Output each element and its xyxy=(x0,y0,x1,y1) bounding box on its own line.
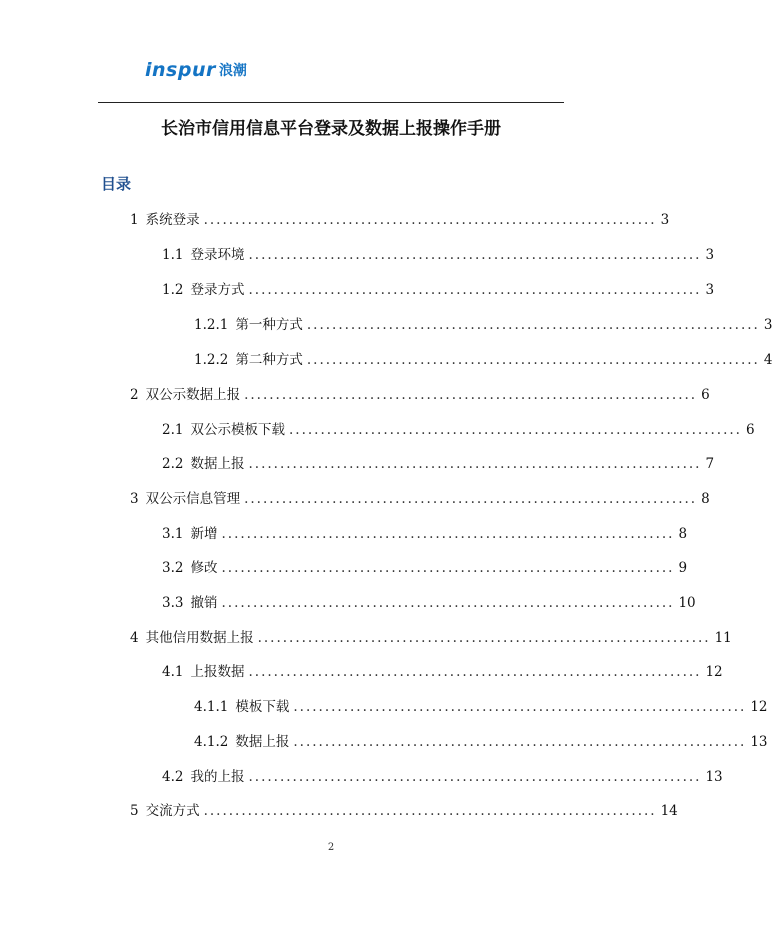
toc-entry[interactable] xyxy=(194,695,768,715)
toc-entry[interactable] xyxy=(162,660,723,680)
toc-entry-label: 系统登录 xyxy=(145,212,200,228)
toc-entry-number: 1 xyxy=(130,212,139,228)
toc-leader-dots: ........................................................................ xyxy=(244,491,698,507)
toc-entry[interactable] xyxy=(194,313,772,333)
toc-entry[interactable] xyxy=(162,278,715,298)
toc-entry-label: 上报数据 xyxy=(190,664,245,680)
toc-leader-dots: ........................................................................ xyxy=(248,282,702,298)
toc-leader-dots: ........................................................................ xyxy=(221,526,675,542)
toc-entry-page: 3 xyxy=(763,317,772,333)
logo-text-cn: 浪潮 xyxy=(218,63,247,79)
toc-entry-number: 3.3 xyxy=(162,595,184,611)
toc-entry-label: 数据上报 xyxy=(235,734,290,750)
document-title: 长治市信用信息平台登录及数据上报操作手册 xyxy=(161,119,501,139)
toc-entry[interactable] xyxy=(162,522,688,542)
toc-entry-label: 第二种方式 xyxy=(235,352,303,368)
toc-entry[interactable] xyxy=(130,626,732,646)
toc-leader-dots: ........................................................................ xyxy=(248,456,702,472)
toc-entry-page: 6 xyxy=(745,422,755,438)
toc-entry-number: 4.1.2 xyxy=(194,734,229,750)
toc-entry-label: 修改 xyxy=(190,560,218,576)
toc-entry-label: 新增 xyxy=(190,526,218,542)
toc-entry-number: 2 xyxy=(130,387,139,403)
toc-entry-page: 3 xyxy=(705,282,715,298)
toc-entry[interactable] xyxy=(130,487,710,507)
page-number: 2 xyxy=(327,842,335,853)
toc-entry[interactable] xyxy=(194,730,768,750)
toc-leader-dots: ........................................................................ xyxy=(221,595,675,611)
toc-entry-label: 登录方式 xyxy=(190,282,245,298)
toc-leader-dots: ........................................................................ xyxy=(248,769,702,785)
toc-leader-dots: ........................................................................ xyxy=(288,422,742,438)
toc-entry-number: 4.2 xyxy=(162,769,184,785)
toc-entry-number: 2.1 xyxy=(162,422,184,438)
toc-entry-number: 1.2 xyxy=(162,282,184,298)
toc-leader-dots: ........................................................................ xyxy=(248,247,702,263)
toc-entry-number: 1.2.2 xyxy=(194,352,229,368)
toc-entry-label: 登录环境 xyxy=(190,247,245,263)
toc-entry-page: 11 xyxy=(714,630,732,646)
toc-entry[interactable] xyxy=(162,765,723,785)
toc-entry-page: 7 xyxy=(705,456,715,472)
toc-entry-page: 8 xyxy=(678,526,688,542)
toc-entry[interactable] xyxy=(162,556,688,576)
toc-entry-page: 4 xyxy=(763,352,772,368)
toc-leader-dots: ........................................................................ xyxy=(221,560,675,576)
toc-leader-dots: ........................................................................ xyxy=(257,630,711,646)
toc-entry-number: 3.2 xyxy=(162,560,184,576)
toc-entry-label: 其他信用数据上报 xyxy=(145,630,254,646)
toc-leader-dots: ........................................................................ xyxy=(248,664,702,680)
company-logo xyxy=(145,58,247,82)
toc-entry-number: 4.1 xyxy=(162,664,184,680)
toc-entry-number: 1.2.1 xyxy=(194,317,229,333)
toc-entry-number: 4 xyxy=(130,630,139,646)
toc-entry-page: 6 xyxy=(701,387,710,403)
toc-entry-label: 双公示数据上报 xyxy=(145,387,241,403)
toc-heading: 目录 xyxy=(101,175,132,193)
toc-entry-label: 模板下载 xyxy=(235,699,290,715)
toc-entry[interactable] xyxy=(194,348,772,368)
toc-entry-page: 9 xyxy=(678,560,688,576)
toc-entry-label: 撤销 xyxy=(190,595,218,611)
toc-entry-page: 12 xyxy=(750,699,768,715)
logo-text-en: inspur xyxy=(145,59,216,81)
toc-leader-dots: ........................................................................ xyxy=(306,317,760,333)
toc-entry-page: 10 xyxy=(678,595,696,611)
toc-entry-number: 5 xyxy=(130,803,139,819)
toc-entry[interactable] xyxy=(162,243,715,263)
toc-entry[interactable] xyxy=(130,383,710,403)
toc-entry-page: 3 xyxy=(660,212,670,228)
toc-entry-label: 第一种方式 xyxy=(235,317,303,333)
toc-leader-dots: ........................................................................ xyxy=(203,803,657,819)
toc-entry-label: 双公示模板下载 xyxy=(190,422,285,438)
toc-entry[interactable] xyxy=(130,799,678,819)
toc-entry[interactable] xyxy=(162,591,696,611)
toc-entry-page: 14 xyxy=(660,803,678,819)
toc-entry-number: 3.1 xyxy=(162,526,184,542)
toc-entry-page: 3 xyxy=(705,247,715,263)
toc-entry[interactable] xyxy=(130,208,670,228)
toc-leader-dots: ........................................................................ xyxy=(203,212,657,228)
toc-leader-dots: ........................................................................ xyxy=(293,699,747,715)
toc-leader-dots: ........................................................................ xyxy=(244,387,698,403)
toc-entry[interactable] xyxy=(162,418,755,438)
toc-leader-dots: ........................................................................ xyxy=(306,352,760,368)
toc-entry-number: 3 xyxy=(130,491,139,507)
toc-entry[interactable] xyxy=(162,452,715,472)
toc-entry-number: 1.1 xyxy=(162,247,184,263)
toc-entry-page: 13 xyxy=(750,734,768,750)
toc-entry-number: 2.2 xyxy=(162,456,184,472)
toc-entry-label: 我的上报 xyxy=(190,769,245,785)
toc-leader-dots: ........................................................................ xyxy=(293,734,747,750)
header-rule xyxy=(98,102,564,103)
toc-entry-page: 13 xyxy=(705,769,723,785)
toc-entry-label: 双公示信息管理 xyxy=(145,491,241,507)
toc-entry-label: 数据上报 xyxy=(190,456,245,472)
toc-entry-label: 交流方式 xyxy=(145,803,200,819)
toc-entry-number: 4.1.1 xyxy=(194,699,229,715)
toc-entry-page: 8 xyxy=(701,491,710,507)
toc-entry-page: 12 xyxy=(705,664,723,680)
